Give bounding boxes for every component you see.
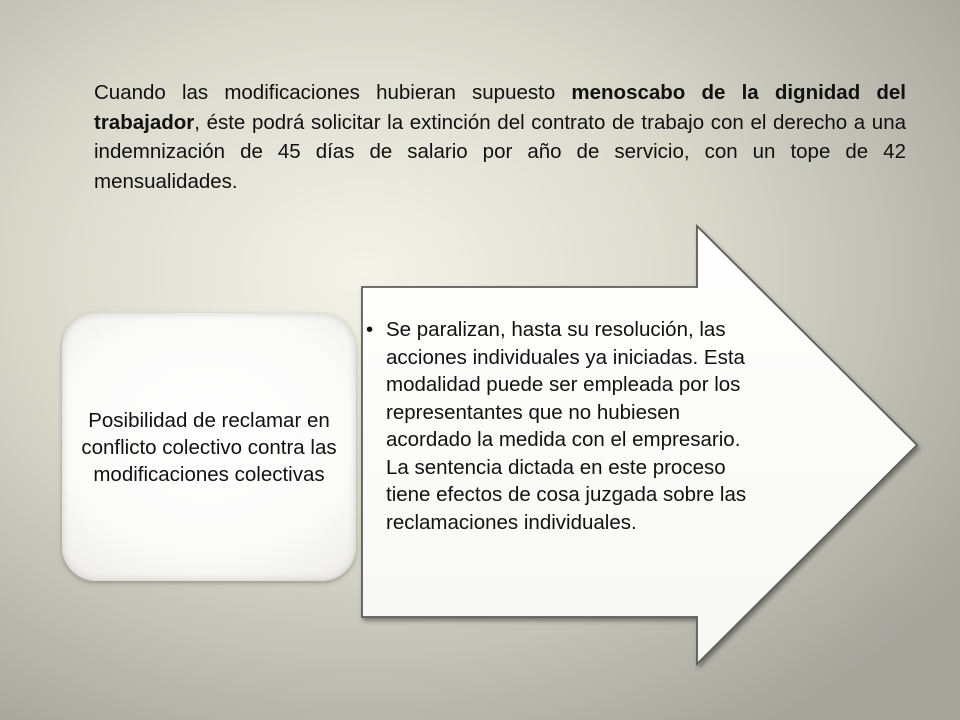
intro-bold-text: menoscabo de la dignidad del trabajador xyxy=(94,81,907,134)
intro-text-start: Cuando las modificaciones hubieran supuesto xyxy=(94,81,572,104)
arrow-bullet-text: Se paralizan, hasta su resolución, las acciones individuales ya iniciadas. Esta modalidad puede ser empleada por los representantes que no hubiesen acordado la medida con el empresario. La sentencia dictada en este proceso tiene efectos de cosa juzgada sobre las reclamaciones individuales. xyxy=(386,318,747,534)
arrow-bullet-item xyxy=(366,316,758,536)
reclamation-box-label: Posibilidad de reclamar en conflicto colectivo contra las modificaciones colectivas xyxy=(81,408,337,486)
intro-text-end: , éste podrá solicitar la extinción del contrato de trabajo con el derecho a una indemnización de 45 días de salario por año de servicio, con un tope de 42 mensualidades. xyxy=(94,110,906,193)
bullet-icon: • xyxy=(366,318,374,341)
reclamation-box xyxy=(62,313,356,581)
